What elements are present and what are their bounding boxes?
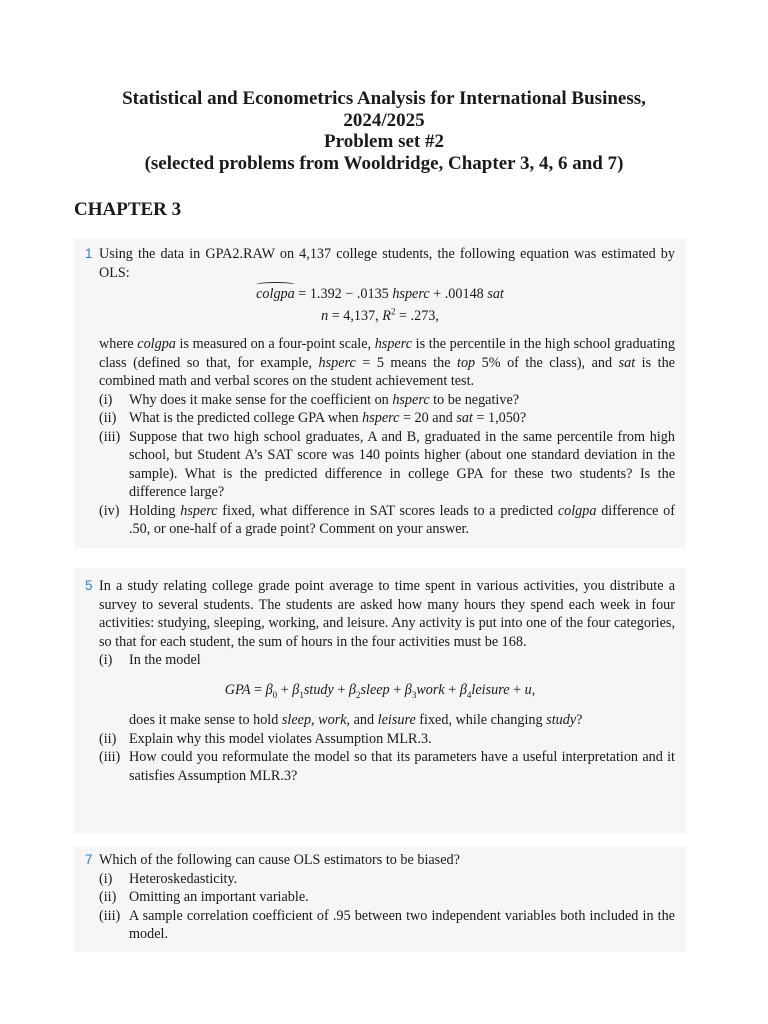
question-i: (i) In the model: [99, 652, 201, 668]
problem-number: 1: [85, 246, 93, 261]
problem-number: 7: [85, 852, 93, 867]
variable-definitions: where colgpa is measured on a four-point scale, hsperc is the percentile in the high school graduating class (defined so that, for example, hsperc = 5 means the top 5% of the class), and sat is the combined math and verbal scores on the student achievement test.: [99, 336, 675, 389]
problem-set-title: Problem set #2: [324, 131, 444, 152]
question-iii: (iii) Suppose that two high school graduates, A and B, graduated in the same percentile from high school, but Student A’s SAT score was 140 points higher (about one standard deviation in the sample). What is the predicted difference in college GPA for these two students? Is the difference large?: [99, 428, 675, 500]
problem-set-subtitle: (selected problems from Wooldridge, Chapter 3, 4, 6 and 7): [144, 152, 624, 174]
gpa-model-equation: GPA = $\beta_0$ + $\beta_1study$ + $\beta_2sleep$ + $\beta_3work$ + $\beta_4leisure + u$,: [224, 681, 536, 700]
problem-intro: Which of the following can cause OLS estimators to be biased?: [99, 852, 460, 868]
regression-equation: colgpa = 1.392 − .0135 hsperc + .00148 sat: [256, 286, 504, 302]
problem-1: [85, 245, 675, 539]
question-ii: (ii) What is the predicted college GPA when hsperc = 20 and sat = 1,050?: [99, 410, 527, 426]
chapter-heading: CHAPTER 3: [74, 199, 182, 220]
page-header: [0, 88, 768, 174]
question-iii: (iii) How could you reformulate the model so that its parameters have a useful interpretation and it satisfies Assumption MLR.3?: [99, 749, 675, 784]
question-i: (i) Why does it make sense for the coefficient on hsperc to be negative?: [99, 391, 520, 408]
problem-7: [85, 851, 675, 944]
question-iv: (iv) Holding hsperc fixed, what difference in SAT scores leads to a predicted colgpa difference of .50, or one-half of a grade point? Comment on your answer.: [99, 502, 675, 537]
question-i: (i) Heteroskedasticity.: [99, 870, 238, 887]
question-ii: (ii) Explain why this model violates Assumption MLR.3.: [99, 730, 432, 747]
question-i-continued: does it make sense to hold sleep, work, and leisure fixed, while changing study?: [129, 712, 583, 728]
problem-intro: Using the data in GPA2.RAW on 4,137 college students, the following equation was estimated by OLS:: [99, 246, 675, 281]
problem-intro: In a study relating college grade point average to time spent in various activities, you distribute a survey to several students. The students are asked how many hours they spend each week in four activities: studying, sleeping, working, and leisure. Any activity is put into one of the four categories, so that for each student, the sum of hours in the four activities must be 168.: [99, 578, 675, 650]
equation-lhs: colgpa: [256, 286, 295, 302]
academic-year: 2024/2025: [343, 109, 425, 131]
course-title: Statistical and Econometrics Analysis for International Business,: [122, 88, 646, 109]
sample-stats-line: n = 4,137, $R^2 = .273$,: [321, 305, 439, 324]
problem-number: 5: [85, 578, 93, 593]
question-ii: (ii) Omitting an important variable.: [99, 889, 309, 905]
question-iii: (iii) A sample correlation coefficient of .95 between two independent variables both included in the model.: [99, 907, 675, 942]
problem-5: [85, 577, 675, 785]
